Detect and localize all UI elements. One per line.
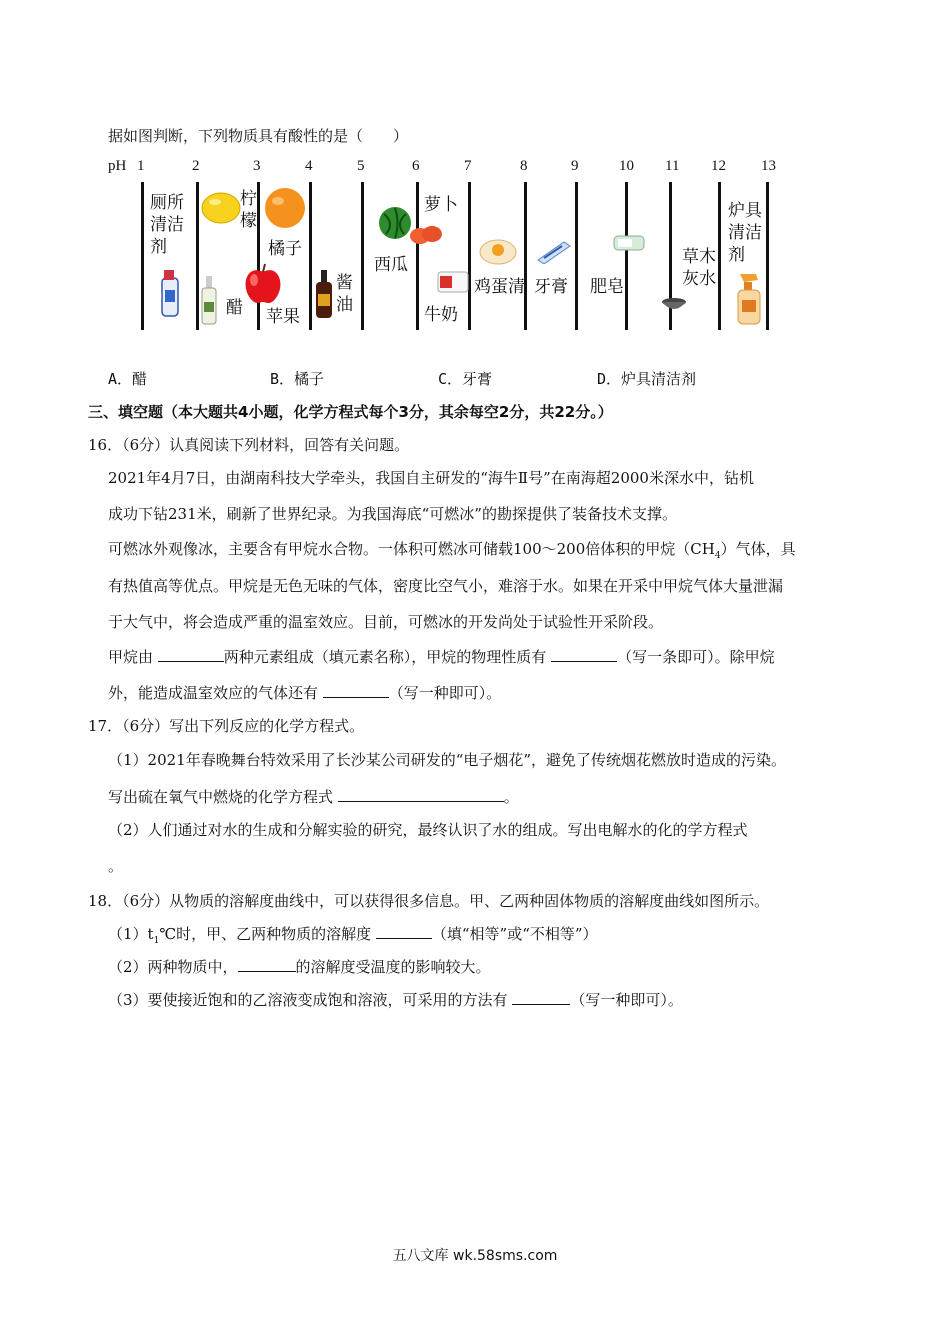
stove-cleaner-spray-icon xyxy=(734,272,764,326)
answer-blank[interactable] xyxy=(238,957,296,972)
plant-ash-water-bowl-icon xyxy=(660,294,688,314)
item-label-soap: 肥皂 xyxy=(590,277,624,297)
q15-option-b[interactable]: B．橘子 xyxy=(270,370,325,388)
q15-stem: 据如图判断，下列物质具有酸性的是（ ） xyxy=(108,127,409,145)
scale-line xyxy=(468,182,471,330)
answer-blank[interactable] xyxy=(512,990,570,1005)
watermelon-icon xyxy=(378,206,412,240)
soy-sauce-bottle-icon xyxy=(314,270,334,320)
orange-icon xyxy=(264,186,306,230)
soap-icon xyxy=(610,230,650,254)
apple-icon xyxy=(240,262,286,306)
item-label-orange: 橘子 xyxy=(268,239,302,259)
answer-blank[interactable] xyxy=(376,924,432,939)
ph-number: 1 xyxy=(137,158,145,174)
scale-line xyxy=(524,182,527,330)
ph-number: 4 xyxy=(305,158,313,174)
scale-line xyxy=(766,182,769,330)
page-footer[interactable]: 五八文库 wk.58sms.com xyxy=(392,1248,558,1264)
answer-blank[interactable] xyxy=(158,647,224,662)
answer-blank[interactable] xyxy=(323,683,389,698)
item-label-lemon: 柠 檬 xyxy=(240,189,257,231)
item-label-apple: 苹果 xyxy=(266,307,300,327)
q16-question: 甲烷由 两种元素组成（填元素名称），甲烷的物理性质有 （写一条即可）。除甲烷 xyxy=(108,648,775,666)
lemon-icon xyxy=(200,188,242,228)
q17-sub1-question: 写出硫在氧气中燃烧的化学方程式 。 xyxy=(108,788,519,806)
scale-line xyxy=(196,182,199,330)
ph-number: 8 xyxy=(520,158,528,174)
ph-number: 2 xyxy=(192,158,200,174)
q17-head: 17．（6分）写出下列反应的化学方程式。 xyxy=(88,717,365,735)
q16-paragraph: 于大气中，将会造成严重的温室效应。目前，可燃冰的开发尚处于试验性开采阶段。 xyxy=(108,613,664,631)
q15-option-a[interactable]: A．醋 xyxy=(108,370,148,388)
ph-number: 11 xyxy=(665,158,680,174)
q16-paragraph: 可燃冰外观像冰，主要含有甲烷水合物。一体积可燃冰可储载100～200倍体积的甲烷$(CH_4)$气体，具 xyxy=(108,540,796,561)
scale-line xyxy=(625,182,628,330)
answer-blank[interactable] xyxy=(338,787,504,802)
item-label-toothpaste: 牙膏 xyxy=(534,277,568,297)
ph-number: 7 xyxy=(464,158,472,174)
scale-line xyxy=(718,182,721,330)
item-label-stove-cleaner: 炉具 清洁 剂 xyxy=(728,201,762,265)
egg-white-icon xyxy=(478,236,518,266)
ph-number: 9 xyxy=(571,158,579,174)
item-label-soy-sauce: 酱 油 xyxy=(336,273,353,315)
scale-line xyxy=(416,182,419,330)
vinegar-bottle-icon xyxy=(200,274,218,326)
milk-icon xyxy=(436,266,470,294)
q15-option-c[interactable]: C．牙膏 xyxy=(438,370,493,388)
toilet-cleaner-bottle-icon xyxy=(158,268,182,318)
q18-sub2: （2）两种物质中， 的溶解度受温度的影响较大。 xyxy=(108,958,491,976)
section-heading: 三、填空题（本大题共4小题，化学方程式每个3分，其余每空2分，共22分。） xyxy=(88,403,613,421)
ph-number: 13 xyxy=(761,158,776,174)
scale-line xyxy=(257,182,260,330)
q17-sub2: （2）人们通过对水的生成和分解实验的研究，最终认识了水的组成。写出电解水的化的学方程式 xyxy=(108,821,748,839)
ph-number: 6 xyxy=(412,158,420,174)
answer-blank[interactable] xyxy=(551,647,617,662)
q16-paragraph: 2021年4月7日，由湖南科技大学牵头，我国自主研发的“海牛Ⅱ号”在南海超2000米深水中，钻机 xyxy=(108,469,754,487)
item-label-radish: 萝卜 xyxy=(424,195,458,215)
scale-line xyxy=(575,182,578,330)
ph-label: pH xyxy=(108,158,127,174)
item-label-toilet-cleaner: 厕所 清洁 剂 xyxy=(150,193,184,257)
q16-head: 16．（6分）认真阅读下列材料，回答有关问题。 xyxy=(88,436,410,454)
item-label-plant-ash-water: 草木 灰水 xyxy=(682,247,716,289)
scale-line xyxy=(361,182,364,330)
q15-option-d[interactable]: D．炉具清洁剂 xyxy=(597,370,697,388)
q18-sub1: $(1)t_1℃$时，甲、乙两种物质的溶解度 （填“相等”或“不相等”） xyxy=(108,925,598,946)
q16-paragraph: 成功下钻231米，刷新了世界纪录。为我国海底“可燃冰”的勘探提供了装备技术支撑。 xyxy=(108,505,677,523)
item-label-milk: 牛奶 xyxy=(424,305,458,325)
q18-head: 18．（6分）从物质的溶解度曲线中，可以获得很多信息。甲、乙两种固体物质的溶解度曲线如图所示。 xyxy=(88,892,770,910)
ph-number: 12 xyxy=(711,158,726,174)
q16-paragraph: 有热值高等优点。甲烷是无色无味的气体，密度比空气小，难溶于水。如果在开采中甲烷气体大量泄漏 xyxy=(108,577,784,595)
scale-line xyxy=(141,182,144,330)
item-label-watermelon: 西瓜 xyxy=(374,255,408,275)
toothpaste-icon xyxy=(534,238,574,264)
q18-sub3: （3）要使接近饱和的乙溶液变成饱和溶液，可采用的方法有 （写一种即可）。 xyxy=(108,991,683,1009)
item-label-vinegar: 醋 xyxy=(226,298,243,318)
radish-icon xyxy=(408,220,444,248)
q16-question: 外，能造成温室效应的气体还有 （写一种即可）。 xyxy=(108,684,502,702)
scale-line xyxy=(309,182,312,330)
ph-number: 5 xyxy=(357,158,365,174)
q17-sub1: （1）2021年春晚舞台特效采用了长沙某公司研发的“电子烟花”，避免了传统烟花燃放时造成的污染。 xyxy=(108,751,787,769)
item-label-egg-white: 鸡蛋清 xyxy=(474,277,525,297)
ph-number: 10 xyxy=(619,158,634,174)
ph-number: 3 xyxy=(253,158,261,174)
q17-sub2-end: 。 xyxy=(108,857,124,875)
